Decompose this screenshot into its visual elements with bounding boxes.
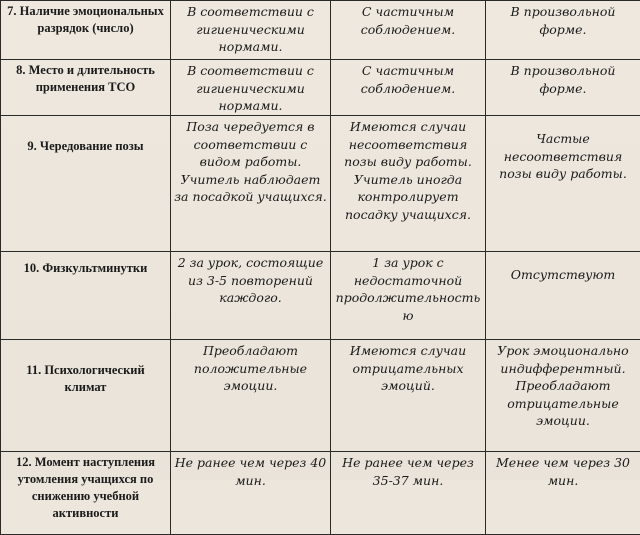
optimal-cell: Поза чередуется в соответствии с видом работы. Учитель наблюдает за посадкой учащихся. <box>171 116 331 252</box>
unacceptable-cell: В произвольной форме. <box>486 1 640 60</box>
criterion-cell: 7. Наличие эмоциональных разрядок (число) <box>1 1 171 60</box>
table-row <box>1 116 640 252</box>
table-row <box>1 60 640 116</box>
table-row <box>1 452 640 535</box>
criterion-cell: 9. Чередование позы <box>1 116 171 252</box>
criterion-cell: 12. Момент наступления утомления учащихся по снижению учебной активности <box>1 452 171 535</box>
optimal-cell: 2 за урок, состоящие из 3-5 повторений каждого. <box>171 252 331 340</box>
acceptable-cell: Имеются случаи отрицательных эмоций. <box>331 340 486 452</box>
unacceptable-cell: Частые несоответствия позы виду работы. <box>486 116 640 252</box>
optimal-cell: В соответствии с гигиеническими нормами. <box>171 60 331 116</box>
table-row <box>1 252 640 340</box>
acceptable-cell: Имеются случаи несоответствия позы виду работы. Учитель иногда контролирует посадку учащихся. <box>331 116 486 252</box>
unacceptable-cell: В произвольной форме. <box>486 60 640 116</box>
unacceptable-cell: Урок эмоционально индифферентный. Преобладают отрицательные эмоции. <box>486 340 640 452</box>
optimal-cell: Не ранее чем через 40 мин. <box>171 452 331 535</box>
optimal-cell: Преобладают положительные эмоции. <box>171 340 331 452</box>
acceptable-cell: Не ранее чем через 35-37 мин. <box>331 452 486 535</box>
criterion-cell: 10. Физкультминутки <box>1 252 171 340</box>
table-row <box>1 340 640 452</box>
unacceptable-cell: Отсутствуют <box>486 252 640 340</box>
unacceptable-cell: Менее чем через 30 мин. <box>486 452 640 535</box>
table-row <box>1 1 640 60</box>
criterion-cell: 8. Место и длительность применения ТСО <box>1 60 171 116</box>
acceptable-cell: 1 за урок с недостаточной продолжительностью <box>331 252 486 340</box>
criterion-cell: 11. Психологический климат <box>1 340 171 452</box>
acceptable-cell: С частичным соблюдением. <box>331 60 486 116</box>
acceptable-cell: С частичным соблюдением. <box>331 1 486 60</box>
optimal-cell: В соответствии с гигиеническими нормами. <box>171 1 331 60</box>
